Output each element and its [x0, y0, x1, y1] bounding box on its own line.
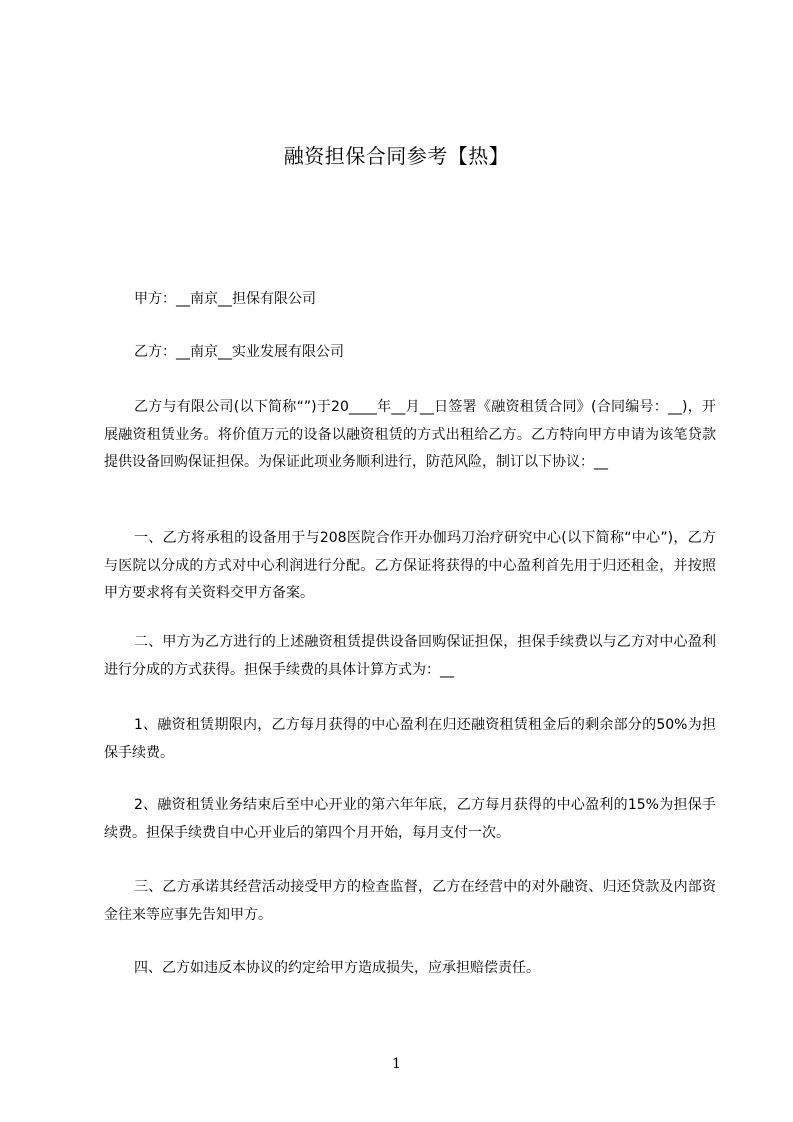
- clause-1-paragraph: 一、乙方将承租的设备用于与208医院合作开办伽玛刀治疗研究中心(以下简称“中心”)，乙方与医院以分成的方式对中心利润进行分配。乙方保证将获得的中心盈利首先用于归还租金，并按照甲方要求将有关资料交甲方备案。: [104, 530, 716, 601]
- preamble-paragraph: 乙方与有限公司(以下简称“”)于20____年__月__日签署《融资租赁合同》(合同编号：__)，开展融资租赁业务。将价值万元的设备以融资租赁的方式出租给乙方。乙方特向甲方申请为该笔贷款提供设备回购保证担保。为保证此项业务顺利进行，防范风险，制订以下协议：__: [104, 399, 716, 470]
- party-b-line: 乙方：__南京__实业发展有限公司: [134, 344, 344, 360]
- clause-2-item-2-paragraph: 2、融资租赁业务结束后至中心开业的第六年年底，乙方每月获得的中心盈利的15%为担保手续费。担保手续费自中心开业后的第四个月开始，每月支付一次。: [104, 797, 716, 841]
- clause-4-paragraph: 四、乙方如违反本协议的约定给甲方造成损失，应承担赔偿责任。: [134, 960, 540, 976]
- clause-2-item-1-paragraph: 1、融资租赁期限内，乙方每月获得的中心盈利在归还融资租赁租金后的剩余部分的50%为担保手续费。: [104, 717, 716, 761]
- clause-2-paragraph: 二、甲方为乙方进行的上述融资租赁提供设备回购保证担保，担保手续费以与乙方对中心盈利进行分成的方式获得。担保手续费的具体计算方式为：__: [104, 634, 716, 678]
- document-title: 融资担保合同参考【热】: [283, 144, 510, 168]
- page-number: 1: [392, 1056, 401, 1072]
- clause-3-paragraph: 三、乙方承诺其经营活动接受甲方的检查监督，乙方在经营中的对外融资、归还贷款及内部资金往来等应事先告知甲方。: [104, 879, 716, 923]
- party-a-line: 甲方：__南京__担保有限公司: [134, 291, 316, 307]
